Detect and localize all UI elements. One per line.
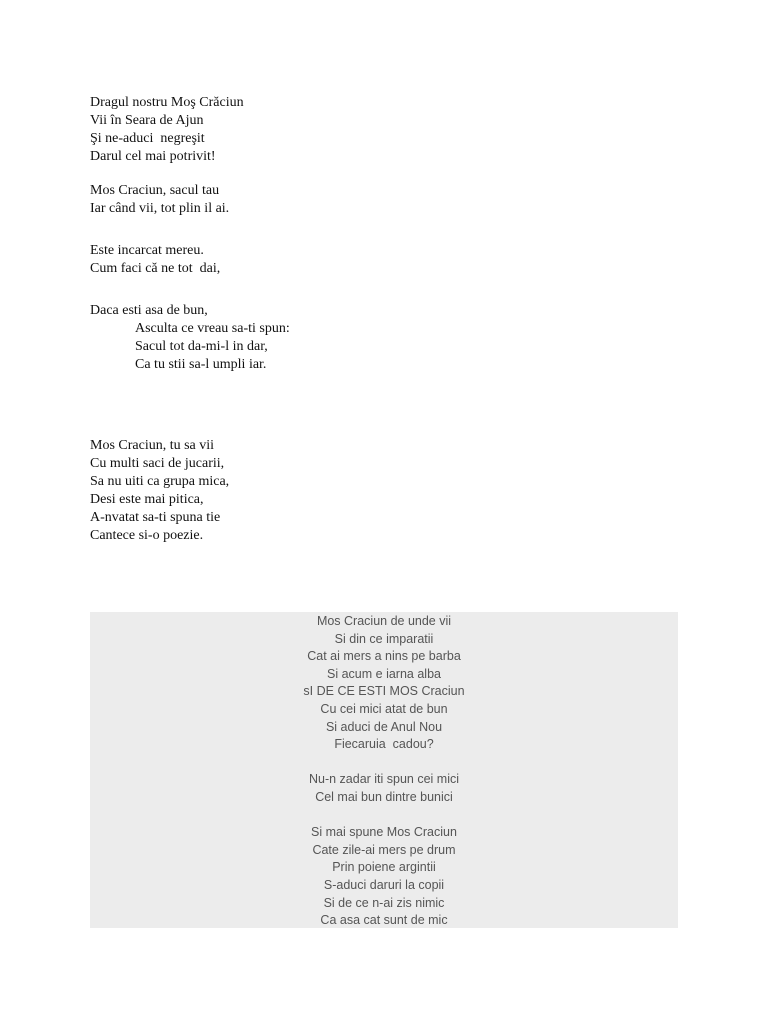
poem-line: Vii în Seara de Ajun [90,113,204,128]
poem-line: Cantece si-o poezie. [90,528,204,543]
poem-gray-box [90,612,678,928]
stanza-3 [90,242,220,278]
poem-line: Darul cel mai potrivit! [90,149,216,164]
box-poem-line: Cu cei mici atat de bun [320,701,448,716]
poem-line: Desi este mai pitica, [90,492,204,507]
stanza-1 [90,94,244,166]
box-poem-line: Ca asa cat sunt de mic [320,913,448,928]
stanza-gap [90,754,678,772]
box-poem-line: sI DE CE ESTI MOS Craciun [303,684,465,699]
poem-line: Cum faci că ne tot dai, [90,261,221,276]
box-poem-line: Si aduci de Anul Nou [325,719,443,734]
box-poem-line: Si mai spune Mos Craciun [311,825,457,840]
stanza-2 [90,182,229,218]
poem-line: Iar când vii, tot plin il ai. [90,201,230,216]
poem-line-indented: Sacul tot da-mi-l in dar, [135,339,268,354]
poem-line: A-nvatat sa-ti spuna tie [90,510,221,525]
box-poem-line: Fiecaruia cadou? [334,737,434,752]
box-poem-line: Si acum e iarna alba [327,666,441,681]
box-poem-line: Si de ce n-ai zis nimic [323,895,445,910]
poem-line: Mos Craciun, sacul tau [90,183,220,198]
poem-line-indented: Asculta ce vreau sa-ti spun: [135,321,290,336]
poem-line-indented: Ca tu stii sa-l umpli iar. [135,357,267,372]
stanza-5 [90,437,229,545]
poem-line: Cu multi saci de jucarii, [90,456,225,471]
poem-line: Mos Craciun, tu sa vii [90,438,215,453]
poem-line: Este incarcat mereu. [90,243,204,258]
box-poem-line: Cate zile-ai mers pe drum [312,842,456,857]
poem-line: Daca esti asa de bun, [90,303,208,318]
box-poem-line: Si din ce imparatii [334,631,434,646]
stanza-gap [90,807,678,825]
stanza-4 [90,302,290,374]
poem-line: Şi ne-aduci negreşit [90,131,205,146]
poem-line: Dragul nostru Moş Crăciun [90,95,244,110]
poem-line: Sa nu uiti ca grupa mica, [90,474,230,489]
box-poem-line: Prin poiene argintii [332,860,436,875]
box-poem-line: Cat ai mers a nins pe barba [307,649,461,664]
box-poem-line: Mos Craciun de unde vii [316,614,452,628]
box-poem-line: Nu-n zadar iti spun cei mici [308,772,460,787]
box-poem-line: S-aduci daruri la copii [323,877,445,892]
box-poem-line: Cel mai bun dintre bunici [315,789,453,804]
